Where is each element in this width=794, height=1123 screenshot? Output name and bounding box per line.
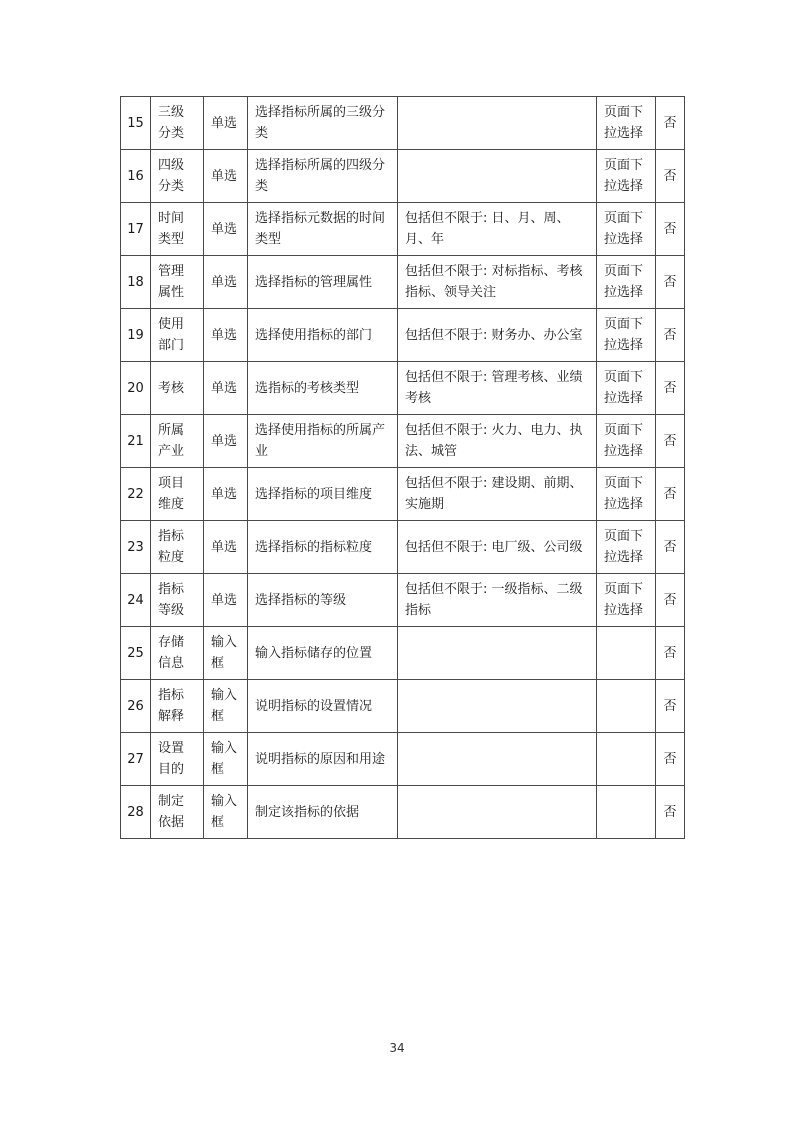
cell-description: 说明指标的设置情况 <box>248 680 398 733</box>
table-row <box>121 203 685 256</box>
cell-row-number: 15 <box>121 97 151 150</box>
cell-required: 否 <box>656 256 685 309</box>
cell-required: 否 <box>656 362 685 415</box>
cell-value-range <box>398 786 597 839</box>
cell-field-name: 三级分类 <box>151 97 204 150</box>
cell-field-name: 项目维度 <box>151 468 204 521</box>
table-row <box>121 415 685 468</box>
cell-row-number: 20 <box>121 362 151 415</box>
cell-value-range <box>398 733 597 786</box>
cell-input-source: 页面下拉选择 <box>597 256 656 309</box>
cell-value-range <box>398 627 597 680</box>
cell-description: 选择指标所属的三级分类 <box>248 97 398 150</box>
cell-row-number: 19 <box>121 309 151 362</box>
cell-field-type: 输入框 <box>204 733 248 786</box>
cell-required: 否 <box>656 415 685 468</box>
cell-description: 选择指标的项目维度 <box>248 468 398 521</box>
cell-description: 选择使用指标的部门 <box>248 309 398 362</box>
cell-field-name: 指标解释 <box>151 680 204 733</box>
cell-row-number: 24 <box>121 574 151 627</box>
cell-description: 输入指标储存的位置 <box>248 627 398 680</box>
table-row <box>121 150 685 203</box>
cell-required: 否 <box>656 468 685 521</box>
cell-field-name: 考核 <box>151 362 204 415</box>
table-row <box>121 680 685 733</box>
cell-field-type: 单选 <box>204 203 248 256</box>
cell-description: 选择指标的等级 <box>248 574 398 627</box>
cell-required: 否 <box>656 574 685 627</box>
table-row <box>121 256 685 309</box>
cell-input-source: 页面下拉选择 <box>597 362 656 415</box>
field-spec-table <box>120 96 685 839</box>
cell-field-name: 设置目的 <box>151 733 204 786</box>
cell-row-number: 16 <box>121 150 151 203</box>
cell-row-number: 28 <box>121 786 151 839</box>
cell-row-number: 27 <box>121 733 151 786</box>
cell-description: 选指标的考核类型 <box>248 362 398 415</box>
cell-required: 否 <box>656 733 685 786</box>
cell-description: 选择指标所属的四级分类 <box>248 150 398 203</box>
cell-required: 否 <box>656 521 685 574</box>
page-number: 34 <box>389 1041 405 1055</box>
cell-required: 否 <box>656 309 685 362</box>
cell-row-number: 23 <box>121 521 151 574</box>
cell-row-number: 22 <box>121 468 151 521</box>
cell-input-source: 页面下拉选择 <box>597 203 656 256</box>
cell-value-range <box>398 97 597 150</box>
cell-row-number: 21 <box>121 415 151 468</box>
table-row <box>121 468 685 521</box>
cell-value-range: 包括但不限于: 电厂级、公司级 <box>398 521 597 574</box>
cell-field-type: 输入框 <box>204 680 248 733</box>
cell-input-source: 页面下拉选择 <box>597 521 656 574</box>
cell-row-number: 18 <box>121 256 151 309</box>
cell-input-source: 页面下拉选择 <box>597 309 656 362</box>
cell-field-name: 所属产业 <box>151 415 204 468</box>
table-row <box>121 786 685 839</box>
cell-description: 说明指标的原因和用途 <box>248 733 398 786</box>
cell-field-type: 输入框 <box>204 786 248 839</box>
table-row <box>121 574 685 627</box>
cell-input-source <box>597 627 656 680</box>
cell-description: 选择使用指标的所属产业 <box>248 415 398 468</box>
table-row <box>121 309 685 362</box>
cell-field-name: 制定依据 <box>151 786 204 839</box>
cell-field-type: 单选 <box>204 415 248 468</box>
table-row <box>121 362 685 415</box>
cell-description: 制定该指标的依据 <box>248 786 398 839</box>
cell-value-range: 包括但不限于: 日、月、周、月、年 <box>398 203 597 256</box>
cell-input-source: 页面下拉选择 <box>597 574 656 627</box>
cell-field-type: 输入框 <box>204 627 248 680</box>
cell-description: 选择指标的管理属性 <box>248 256 398 309</box>
cell-value-range: 包括但不限于: 一级指标、二级指标 <box>398 574 597 627</box>
cell-field-type: 单选 <box>204 574 248 627</box>
cell-field-type: 单选 <box>204 362 248 415</box>
cell-field-type: 单选 <box>204 521 248 574</box>
cell-field-name: 时间类型 <box>151 203 204 256</box>
cell-input-source: 页面下拉选择 <box>597 150 656 203</box>
cell-input-source <box>597 786 656 839</box>
cell-required: 否 <box>656 150 685 203</box>
cell-row-number: 17 <box>121 203 151 256</box>
cell-field-name: 指标粒度 <box>151 521 204 574</box>
cell-field-name: 四级分类 <box>151 150 204 203</box>
cell-field-name: 指标等级 <box>151 574 204 627</box>
cell-required: 否 <box>656 680 685 733</box>
cell-input-source <box>597 680 656 733</box>
cell-value-range: 包括但不限于: 建设期、前期、实施期 <box>398 468 597 521</box>
cell-value-range: 包括但不限于: 管理考核、业绩考核 <box>398 362 597 415</box>
cell-value-range: 包括但不限于: 对标指标、考核指标、领导关注 <box>398 256 597 309</box>
cell-row-number: 26 <box>121 680 151 733</box>
cell-field-type: 单选 <box>204 97 248 150</box>
cell-required: 否 <box>656 203 685 256</box>
cell-required: 否 <box>656 97 685 150</box>
table-row <box>121 521 685 574</box>
cell-value-range <box>398 680 597 733</box>
cell-input-source <box>597 733 656 786</box>
cell-value-range <box>398 150 597 203</box>
cell-required: 否 <box>656 786 685 839</box>
table-row <box>121 733 685 786</box>
cell-field-type: 单选 <box>204 150 248 203</box>
table-body <box>121 97 685 839</box>
cell-field-name: 管理属性 <box>151 256 204 309</box>
cell-input-source: 页面下拉选择 <box>597 468 656 521</box>
cell-field-name: 存储信息 <box>151 627 204 680</box>
cell-required: 否 <box>656 627 685 680</box>
cell-field-type: 单选 <box>204 468 248 521</box>
cell-description: 选择指标的指标粒度 <box>248 521 398 574</box>
cell-row-number: 25 <box>121 627 151 680</box>
cell-field-type: 单选 <box>204 256 248 309</box>
table-row <box>121 627 685 680</box>
table-row <box>121 97 685 150</box>
cell-field-type: 单选 <box>204 309 248 362</box>
cell-input-source: 页面下拉选择 <box>597 97 656 150</box>
cell-field-name: 使用部门 <box>151 309 204 362</box>
cell-value-range: 包括但不限于: 火力、电力、执法、城管 <box>398 415 597 468</box>
cell-description: 选择指标元数据的时间类型 <box>248 203 398 256</box>
cell-input-source: 页面下拉选择 <box>597 415 656 468</box>
cell-value-range: 包括但不限于: 财务办、办公室 <box>398 309 597 362</box>
